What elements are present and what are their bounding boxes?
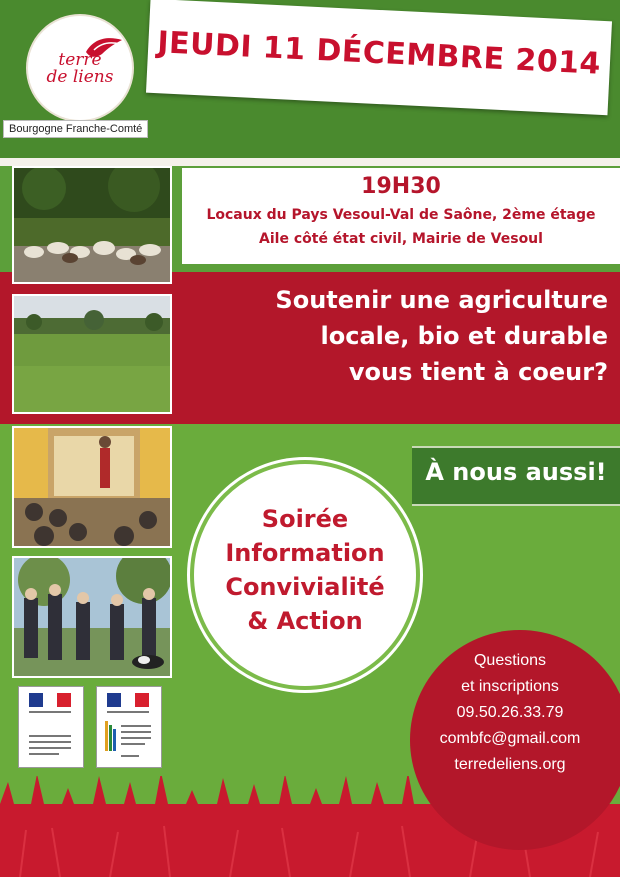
soiree-line4: & Action — [247, 607, 363, 635]
logo-line1: terre — [58, 50, 102, 70]
soiree-line1: Soirée — [261, 505, 349, 533]
region-label: Bourgogne Franche-Comté — [3, 120, 148, 138]
photo-green-field — [12, 294, 172, 414]
photo-goats-herd — [12, 166, 172, 284]
contact-line2: et inscriptions — [461, 678, 559, 695]
event-date: JEUDI 11 DÉCEMBRE 2014 — [156, 25, 602, 82]
event-time: 19H30 — [361, 174, 441, 199]
logo-wordmark — [28, 52, 132, 86]
event-info-box — [182, 168, 620, 264]
aussi-text: À nous aussi! — [425, 458, 607, 486]
contact-line1: Questions — [473, 652, 547, 669]
soiree-text — [194, 502, 416, 638]
contact-info — [420, 648, 600, 778]
marianne-logo-icon — [97, 687, 161, 767]
contact-website[interactable]: terredeliens.org — [454, 756, 566, 773]
photo-meeting-room — [12, 426, 172, 548]
contact-phone[interactable]: 09.50.26.33.79 — [456, 704, 564, 721]
partner-logo-1 — [18, 686, 84, 768]
contact-circle — [410, 630, 620, 850]
soiree-line3: Convivialité — [225, 573, 385, 601]
slogan-line2: locale, bio et durable — [320, 322, 608, 350]
partner-logo-2 — [96, 686, 162, 768]
soiree-circle — [190, 460, 420, 690]
aussi-banner — [412, 446, 620, 506]
slogan-line3: vous tient à coeur? — [348, 358, 608, 386]
slogan-line1: Soutenir une agriculture — [275, 286, 608, 314]
terre-de-liens-logo — [26, 14, 134, 122]
photo-farm-visit — [12, 556, 172, 678]
marianne-logo-icon — [19, 687, 83, 767]
event-location-line1: Locaux du Pays Vesoul-Val de Saône, 2ème étage — [206, 207, 596, 223]
logo-line2: de liens — [46, 67, 114, 87]
contact-email[interactable]: combfc@gmail.com — [439, 730, 581, 747]
slogan — [200, 282, 608, 390]
soiree-line2: Information — [225, 539, 385, 567]
white-divider — [0, 158, 620, 166]
event-location-line2: Aile côté état civil, Mairie de Vesoul — [259, 231, 543, 247]
